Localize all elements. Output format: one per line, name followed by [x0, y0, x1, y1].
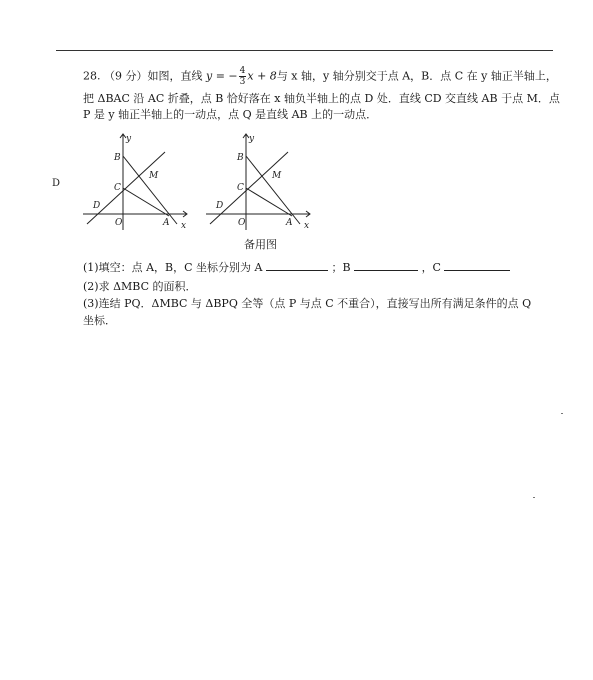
answer-blank-a[interactable]: [266, 260, 328, 271]
label-y: y: [126, 134, 132, 144]
label-a: A: [163, 218, 170, 228]
segment-ac: [246, 188, 292, 216]
equation-lhs: y = −: [206, 69, 238, 83]
margin-mark: D: [52, 178, 61, 189]
label-x: x: [181, 221, 187, 231]
label-c: C: [114, 183, 121, 193]
problem-line-2: 把 ΔBAC 沿 AC 折叠，点 B 恰好落在 x 轴负半轴上的点 D 处．直线 CD 交直线 AB 于点 M．点: [83, 92, 560, 105]
equation-fraction: [239, 66, 247, 87]
scan-speck: [561, 413, 563, 414]
label-c: C: [237, 183, 244, 193]
figure-caption: 备用图: [244, 238, 277, 251]
problem-line-3: P 是 y 轴正半轴上的一动点，点 Q 是直线 AB 上的一动点．: [83, 108, 378, 121]
question-2: (2)求 ΔMBC 的面积．: [83, 280, 197, 293]
answer-blank-c[interactable]: [444, 260, 510, 271]
question-1-sep-c: ，C: [421, 261, 441, 274]
problem-line-1-rest: 与 x 轴，y 轴分别交于点 A，B．点 C 在 y 轴正半轴上，: [276, 69, 557, 83]
problem-intro: 如图，直线: [147, 69, 203, 83]
question-3: (3)连结 PQ．ΔMBC 与 ΔBPQ 全等（点 P 与点 C 不重合），直接写出所有满足条件的点 Q: [83, 297, 532, 310]
label-o: O: [238, 218, 246, 228]
line-cd: [210, 152, 288, 224]
question-1-sep-b: ；B: [331, 261, 351, 274]
label-m: M: [272, 171, 282, 181]
problem-number: 28.: [83, 69, 101, 83]
problem-points: （9 分）: [104, 69, 148, 83]
scan-speck: [533, 497, 535, 498]
label-o: O: [115, 218, 123, 228]
label-a: A: [286, 218, 293, 228]
top-rule: [56, 50, 553, 51]
label-m: M: [149, 171, 159, 181]
label-b: B: [237, 153, 244, 163]
question-1: [83, 260, 510, 275]
fraction-denominator: 3: [239, 77, 246, 87]
label-d: D: [93, 201, 101, 211]
segment-ac: [123, 188, 169, 216]
answer-blank-b[interactable]: [354, 260, 418, 271]
figure-main: [83, 132, 193, 232]
question-1-prefix: (1)填空：点 A，B，C 坐标分别为 A: [83, 261, 263, 274]
label-x: x: [304, 221, 310, 231]
label-d: D: [216, 201, 224, 211]
label-b: B: [114, 153, 121, 163]
label-y: y: [249, 134, 255, 144]
equation-rhs: x + 8: [247, 69, 277, 83]
fraction-numerator: 4: [239, 66, 246, 76]
question-3-continued: 坐标．: [83, 314, 116, 327]
figure-spare: [206, 132, 316, 232]
problem-line-1: [83, 66, 557, 87]
line-cd: [87, 152, 165, 224]
